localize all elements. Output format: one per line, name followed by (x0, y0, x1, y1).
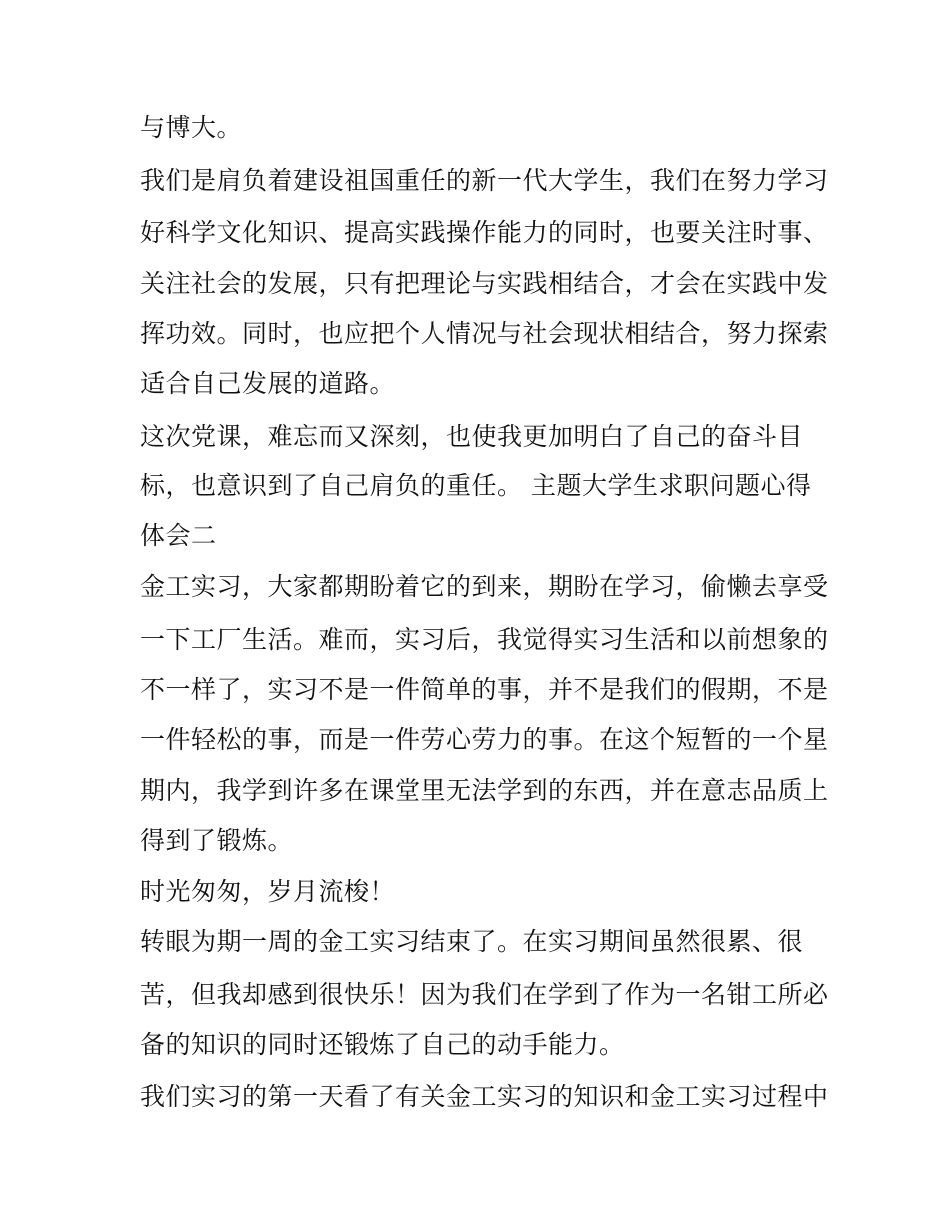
text-line: 我们实习的第一天看了有关金工实习的知识和金工实习过程中 (140, 1082, 829, 1111)
text-line: 期内，我学到许多在课堂里无法学到的东西，并在意志品质上 (140, 776, 829, 805)
text-line: 一件轻松的事，而是一件劳心劳力的事。在这个短暂的一个星 (140, 725, 829, 754)
text-line: 转眼为期一周的金工实习结束了。在实习期间虽然很累、很 (140, 927, 804, 956)
text-line: 不一样了，实习不是一件简单的事，并不是我们的假期，不是 (140, 675, 829, 704)
text-line: 得到了锻炼。 (140, 826, 294, 855)
text-line: 时光匆匆，岁月流梭！ (140, 877, 396, 906)
text-line: 好科学文化知识、提高实践操作能力的同时，也要关注时事、 (140, 218, 829, 247)
text-line: 与博大。 (140, 113, 243, 142)
text-line: 体会二 (140, 521, 217, 550)
text-line: 备的知识的同时还锻炼了自己的动手能力。 (140, 1030, 625, 1059)
text-line: 我们是肩负着建设祖国重任的新一代大学生，我们在努力学习 (140, 166, 829, 195)
text-line: 挥功效。同时，也应把个人情况与社会现状相结合，努力探索 (140, 319, 829, 348)
text-line: 适合自己发展的道路。 (140, 369, 396, 398)
text-line: 金工实习，大家都期盼着它的到来，期盼在学习，偷懒去享受 (140, 572, 829, 601)
text-line: 苦，但我却感到很快乐！因为我们在学到了作为一名钳工所必 (140, 980, 829, 1009)
text-line: 标，也意识到了自己肩负的重任。 主题大学生求职问题心得 (140, 471, 812, 500)
text-line: 一下工厂生活。难而，实习后，我觉得实习生活和以前想象的 (140, 625, 829, 654)
text-line: 这次党课，难忘而又深刻，也使我更加明白了自己的奋斗目 (140, 422, 804, 451)
text-line: 关注社会的发展，只有把理论与实践相结合，才会在实践中发 (140, 269, 829, 298)
